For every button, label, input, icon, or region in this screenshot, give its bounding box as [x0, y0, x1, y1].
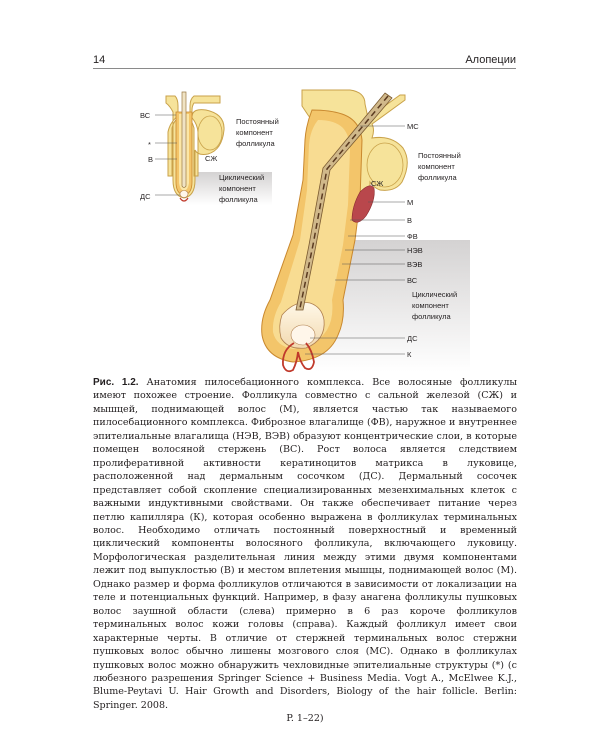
right-cyc-1: Циклический [412, 290, 458, 299]
right-label-nev: НЭВ [407, 246, 423, 255]
left-cyc-2: компонент [219, 184, 256, 193]
left-hair-shaft [182, 92, 186, 188]
left-perm-2: компонент [236, 128, 273, 137]
right-label-vev: ВЭВ [407, 260, 423, 269]
left-perm-1: Постоянный [236, 117, 279, 126]
left-label-szh: СЖ [205, 154, 218, 163]
right-label-ds: ДС [407, 334, 418, 343]
left-sebaceous-gland [198, 116, 222, 150]
right-label-ms: МС [407, 122, 419, 131]
right-cyc-3: фолликула [412, 312, 451, 321]
right-label-vs: ВС [407, 276, 418, 285]
left-label-v: В [148, 155, 154, 164]
vellus-follicle-diagram [140, 92, 279, 205]
right-label-m: М [407, 198, 414, 207]
caption-title: Рис. 1.2. [93, 377, 139, 388]
right-perm-3: фолликула [418, 173, 457, 182]
left-papilla [180, 191, 188, 198]
right-label-v: В [407, 216, 413, 225]
left-label-vs: ВС [140, 111, 151, 120]
figure-caption [93, 376, 517, 726]
right-perm-2: компонент [418, 162, 455, 171]
left-cyc-1: Циклический [219, 173, 265, 182]
left-label-star: * [148, 140, 151, 149]
running-title: Алопеции [465, 54, 516, 66]
right-perm-1: Постоянный [418, 151, 461, 160]
left-perm-3: фолликула [236, 139, 275, 148]
right-papilla [291, 325, 315, 345]
right-label-k: К [407, 350, 412, 359]
left-cyc-3: фолликула [219, 195, 258, 204]
left-label-ds: ДС [140, 192, 151, 201]
right-cyc-2: компонент [412, 301, 449, 310]
caption-pages: P. 1–22) [286, 713, 324, 725]
caption-body: Анатомия пилосебационного комплекса. Все волосяные фолликулы имеют похожее строение. Фолликула совместно с сальной железой (СЖ) и мышцей, поднимающей волос (М), является частью так называемого пилосебационного комплекса. Фиброзное влагалище (ФВ), наружное и внутреннее эпителиальные влагалища (НЭВ, ВЭВ) образуют концентрические слои, в которые помещен волосяной стержень (ВС). Рост волоса является следствием пролиферативной активности кератиноцитов матрикса в луковице, расположенной над дермальным сосочком (ДС). Дермальный сосочек представляет собой скопление специализированных мезенхимальных клеток с важными индуктивными свойствами. Он также обеспечивает питание через петлю капилляра (К), которая особенно выражена в фолликулах терминальных волос. Необходимо отличать постоянный поверхностный и временный циклический компоненты волосяного фолликула, включающего луковицу. Морфологическая разделительная линия между этими двумя компонентами лежит под выпуклостью (В) и местом вплетения мышцы, поднимающей волос (М). Однако размер и форма фолликулов отличаются в зависимости от локализации на теле и потенциальных функций. Например, в фазу анагена фолликулы пушковых волос заушной области (слева) примерно в 6 раз короче фолликулов терминальных волос кожи головы (справа). Каждый фолликул имеет свои характерные черты. В отличие от стержней терминальных волос стержни пушковых волос обычно лишены мозгового слоя (МС). Однако в фолликулах пушковых волос можно обнаружить чехловидные эпителиальные структуры (*) (с любезного разрешения Springer Science + Business Media. Vogt A., McElwee K.J., Blume-Peytavi U. Hair Growth and Disorders, Biology of the hair follicle. Berlin: Springer. 2008. [93, 377, 517, 711]
right-label-szh: СЖ [371, 179, 384, 188]
terminal-follicle-diagram [262, 90, 470, 372]
page-number: 14 [93, 54, 106, 66]
right-label-fv: ФВ [407, 232, 418, 241]
